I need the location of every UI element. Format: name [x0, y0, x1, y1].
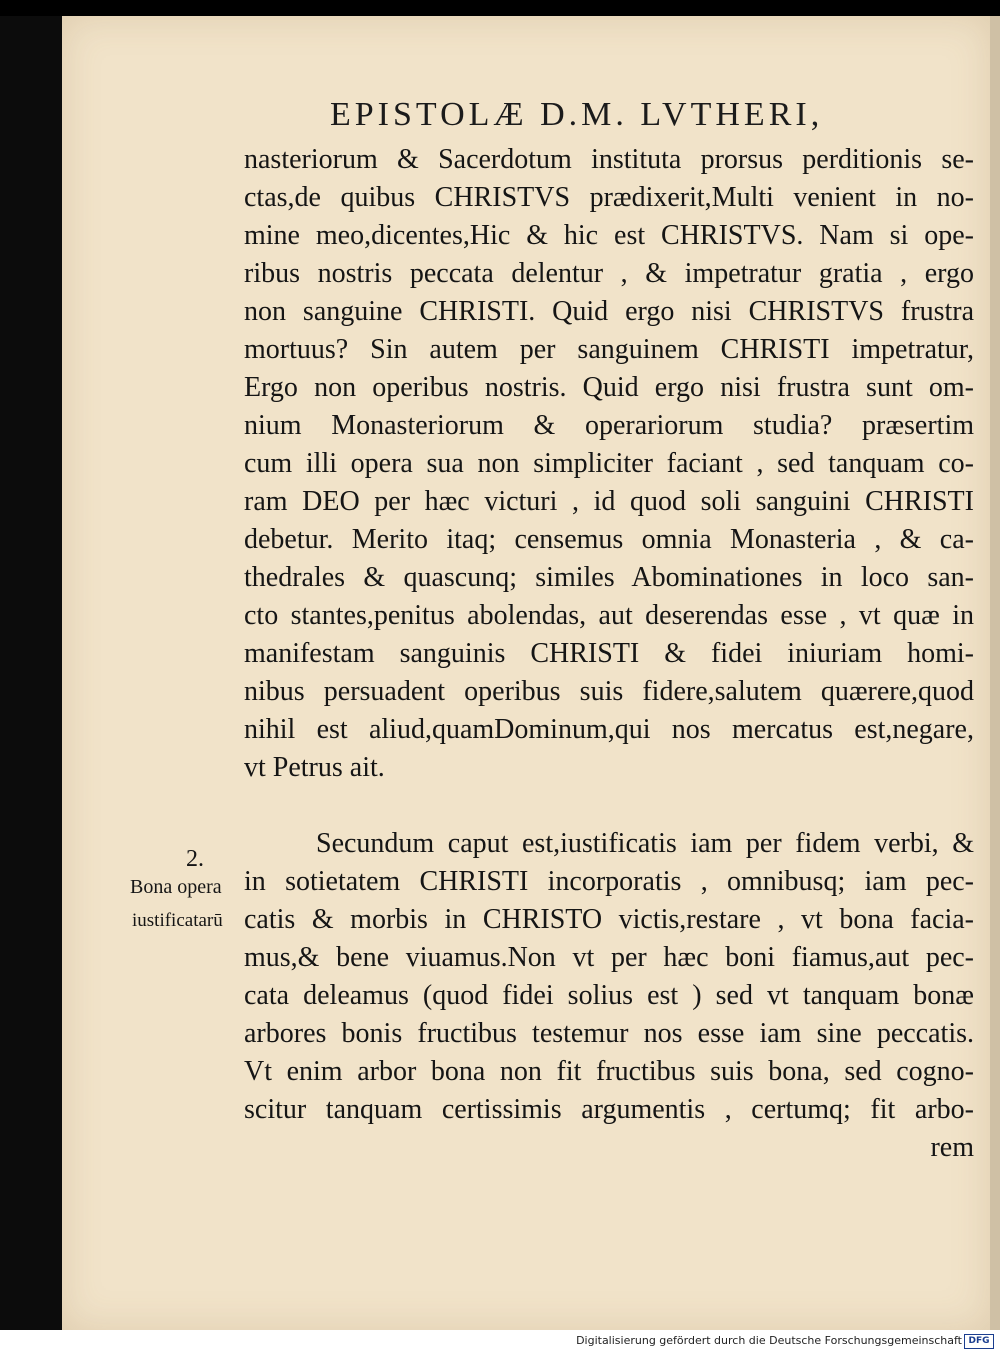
text-line-10: ram DEO per hæc victuri , id quod soli sanguini CHRISTI — [244, 486, 974, 517]
margin-section-number: 2. — [186, 846, 204, 872]
text-line-22: cata deleamus (quod fidei solius est ) sed vt tanquam bonæ — [244, 980, 974, 1011]
text-line-17: vt Petrus ait. — [244, 752, 385, 783]
text-line-4: ribus nostris peccata delentur , & impetratur gratia , ergo — [244, 258, 974, 289]
text-line-12: thedrales & quascunq; similes Abominationes in loco san- — [244, 562, 974, 593]
text-line-5: non sanguine CHRISTI. Quid ergo nisi CHRISTVS frustra — [244, 296, 974, 327]
dfg-logo: DFG — [964, 1334, 994, 1349]
running-header: EPISTOLÆ D.M. LVTHERI, — [330, 96, 824, 133]
text-line-7: Ergo non operibus nostris. Quid ergo nisi frustra sunt om- — [244, 372, 974, 403]
text-line-20: catis & morbis in CHRISTO victis,restare , vt bona facia- — [244, 904, 974, 935]
text-line-19: in sotietatem CHRISTI incorporatis , omnibusq; iam pec- — [244, 866, 974, 897]
text-line-25: scitur tanquam certissimis argumentis , certumq; fit arbo- — [244, 1094, 974, 1125]
text-line-3: mine meo,dicentes,Hic & hic est CHRISTVS. Nam si ope- — [244, 220, 974, 251]
margin-note-line-2: iustificatarū — [132, 910, 223, 931]
margin-note-line-1: Bona opera — [130, 876, 222, 898]
page-edge — [0, 16, 62, 1330]
text-line-8: nium Monasteriorum & operariorum studia? præsertim — [244, 410, 974, 441]
text-line-16: nihil est aliud,quamDominum,qui nos mercatus est,negare, — [244, 714, 974, 745]
text-line-13: cto stantes,penitus abolendas, aut deserendas esse , vt quæ in — [244, 600, 974, 631]
catchword: rem — [930, 1132, 974, 1163]
funding-credit: Digitalisierung gefördert durch die Deutsche Forschungsgemeinschaft — [576, 1334, 962, 1347]
text-line-24: Vt enim arbor bona non fit fructibus suis bona, sed cogno- — [244, 1056, 974, 1087]
text-line-9: cum illi opera sua non simpliciter faciant , sed tanquam co- — [244, 448, 974, 479]
text-line-15: nibus persuadent operibus suis fidere,salutem quærere,quod — [244, 676, 974, 707]
text-line-21: mus,& bene viuamus.Non vt per hæc boni fiamus,aut pec- — [244, 942, 974, 973]
text-line-6: mortuus? Sin autem per sanguinem CHRISTI impetratur, — [244, 334, 974, 365]
text-line-2: ctas,de quibus CHRISTVS prædixerit,Multi venient in no- — [244, 182, 974, 213]
text-line-18: Secundum caput est,iustificatis iam per fidem verbi, & — [316, 828, 974, 859]
page-right-edge — [990, 16, 1000, 1330]
text-line-11: debetur. Merito itaq; censemus omnia Monasteria , & ca- — [244, 524, 974, 555]
text-line-23: arbores bonis fructibus testemur nos esse iam sine peccatis. — [244, 1018, 974, 1049]
text-line-14: manifestam sanguinis CHRISTI & fidei iniuriam homi- — [244, 638, 974, 669]
text-line-1: nasteriorum & Sacerdotum instituta prorsus perditionis se- — [244, 144, 974, 175]
